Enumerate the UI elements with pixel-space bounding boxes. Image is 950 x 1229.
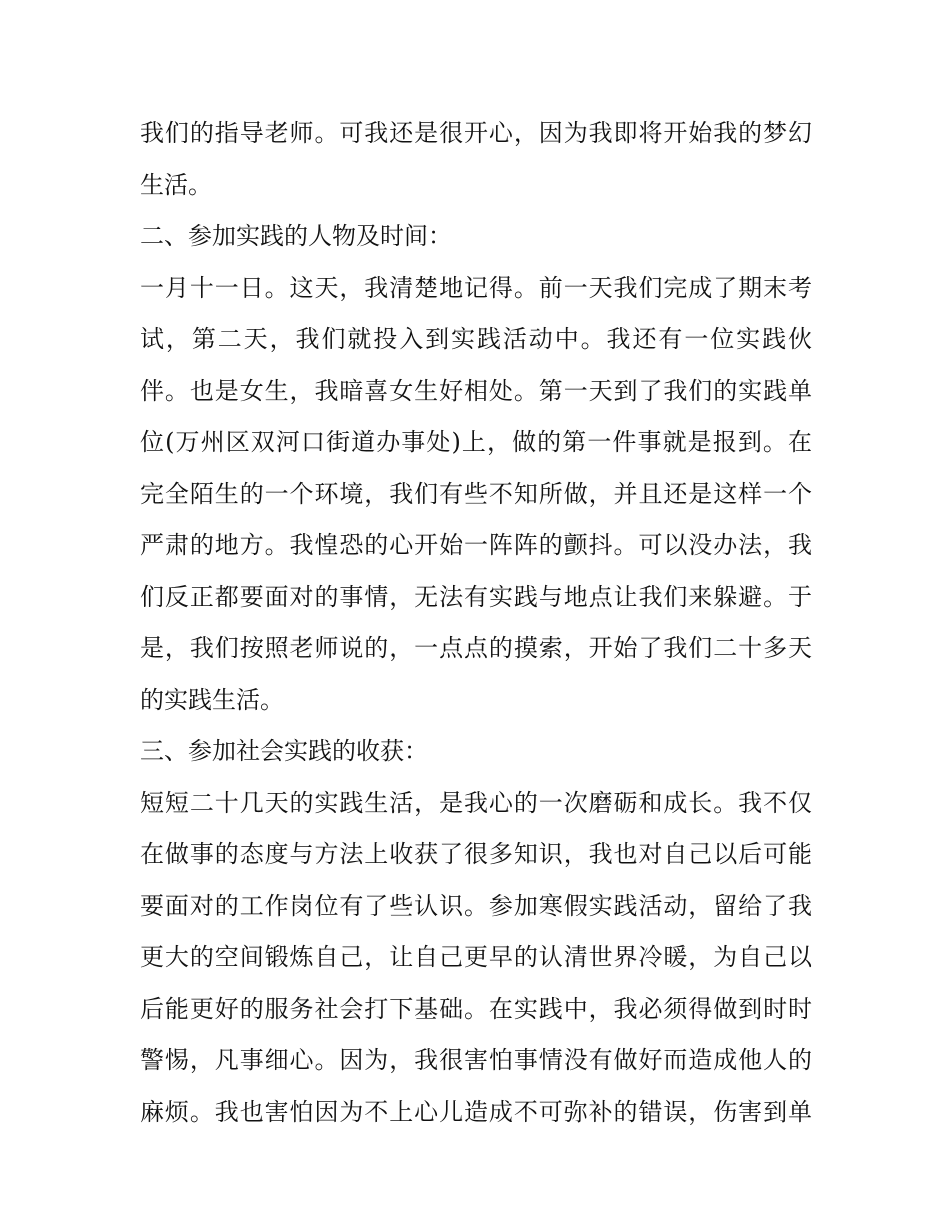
- section-heading: 三、参加社会实践的收获：: [140, 737, 428, 765]
- text-line: 的实践生活。: [140, 685, 284, 714]
- text-line: 位(万州区双河口街道办事处)上，做的第一件事就是报到。在: [140, 428, 812, 456]
- text-line: 要面对的工作岗位有了些认识。参加寒假实践活动，留给了我: [140, 891, 812, 920]
- text-line: 我们的指导老师。可我还是很开心，因为我即将开始我的梦幻: [140, 119, 812, 147]
- text-line: 警惕，凡事细心。因为，我很害怕事情没有做好而造成他人的: [140, 1046, 812, 1074]
- text-line: 麻烦。我也害怕因为不上心儿造成不可弥补的错误，伤害到单: [140, 1097, 812, 1126]
- text-line: 们反正都要面对的事情，无法有实践与地点让我们来躲避。于: [140, 582, 812, 611]
- text-line: 在做事的态度与方法上收获了很多知识，我也对自己以后可能: [140, 840, 812, 868]
- text-line: 严肃的地方。我惶恐的心开始一阵阵的颤抖。可以没办法，我: [140, 531, 812, 559]
- text-line: 完全陌生的一个环境，我们有些不知所做，并且还是这样一个: [140, 479, 812, 508]
- text-line: 试，第二天，我们就投入到实践活动中。我还有一位实践伙: [140, 325, 812, 353]
- text-line: 是，我们按照老师说的，一点点的摸索，开始了我们二十多天: [140, 634, 812, 662]
- text-line: 短短二十几天的实践生活，是我心的一次磨砺和成长。我不仅: [140, 788, 812, 817]
- text-line: 伴。也是女生，我暗喜女生好相处。第一天到了我们的实践单: [140, 376, 812, 405]
- text-line: 生活。: [140, 170, 212, 199]
- text-line: 一月十一日。这天，我清楚地记得。前一天我们完成了期末考: [140, 273, 812, 302]
- text-line: 后能更好的服务社会打下基础。在实践中，我必须得做到时时: [140, 994, 812, 1023]
- document-body: [140, 108, 812, 1138]
- text-line: 更大的空间锻炼自己，让自己更早的认清世界冷暖，为自己以: [140, 943, 812, 971]
- section-heading: 二、参加实践的人物及时间：: [140, 222, 452, 250]
